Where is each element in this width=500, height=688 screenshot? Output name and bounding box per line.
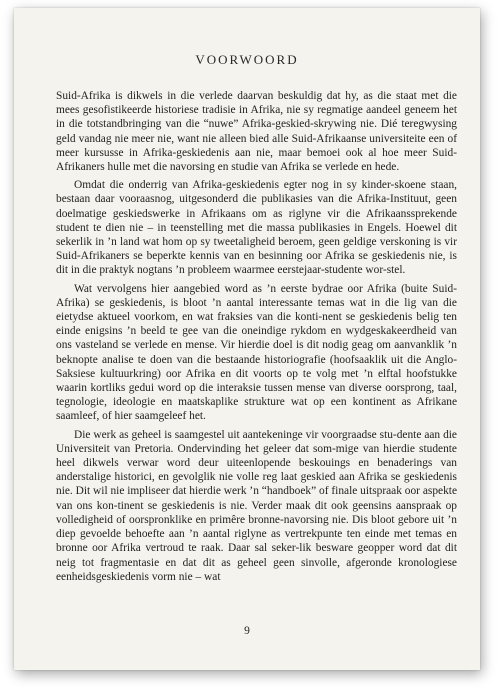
paragraph-1: Suid-Afrika is dikwels in die verlede daarvan beskuldig dat hy, as die staat met die mees gesofistikeerde historiese tradisie in Afrika, nie sy regmatige aandeel geneem het in die totstandbringing van die “nuwe” Afrika-geskied-skrywing nie. Dié teregwysing geld vandag nie meer nie, want nie alleen bied alle Suid-Afrikaanse universiteite een of meer kursusse in Afrika-geskiedenis aan nie, maar bemoei ook al hoe meer Suid-Afrikaners hulle met die navorsing en studie van Afrika se verlede en hede. [56, 90, 457, 174]
page-number: 9 [244, 625, 250, 637]
paragraph-2: Omdat die onderrig van Afrika-geskiedenis egter nog in sy kinder-skoene staan, bestaan daar vooraasnog, uitgesonderd die publikasies van die Afrika-Instituut, geen doelmatige geskiedswerke in Afrikaans om as riglyne vir die Afrikaanssprekende student te dien nie – in teenstelling met die massa publikasies in Engels. Hoewel dit sekerlik in ’n land wat hom op sy tweetaligheid beroem, geen geldige verskoning is vir Suid-Afrikaners se beperkte kennis van en besinning oor Afrika se geskiedenis nie, is dit in die praktyk nogtans ’n probleem waarmee eerstejaar-studente wor-stel. [56, 179, 457, 277]
paragraph-3: Wat vervolgens hier aangebied word as ’n eerste bydrae oor Afrika (buite Suid-Afrika) se geskiedenis, is bloot ’n aantal interessante temas wat in die lig van die eietydse aktueel voorkom, en wat fraksies van die konti-nent se geskiedenis belig ten einde enigsins ’n beeld te gee van die oneindige rykdom en wydgeskakeerdheid van ons vasteland se verlede en mense. Vir hierdie doel is dit nodig geag om aanvanklik ’n beknopte analise te doen van die bestaande historiografie (hoofsaaklik uit die Anglo-Saksiese kultuurkring) oor Afrika en dit voorts op te volg met ’n elftal hoofstukke waarin kortliks gedui word op die interaksie tussen mense van diverse oorsprong, taal, tegnologie, ideologie en maatskaplike strukture wat op een kontinent as Afrikane saamleef, of hier saamgeleef het. [56, 282, 457, 423]
body-text [56, 89, 457, 584]
paragraph-4: Die werk as geheel is saamgestel uit aantekeninge vir voorgraadse stu-dente aan die Universiteit van Pretoria. Ondervinding het geleer dat som-mige van hierdie studente heel dikwels verwar word deur uiteenlopende beskouings en benaderings van anderstalige historici, en gevolglik nie volle reg laat geskied aan Afrika se geskiedenis nie. Dit wil nie impliseer dat hierdie werk ’n “handboek” of finale uitspraak oor aspekte van ons kon-tinent se geskiedenis is nie. Verder maak dit ook geensins aanspraak op volledigheid of oorspronklike en primêre bronne-navorsing nie. Dis bloot gebore uit ’n diep gevoelde behoefte aan ’n aantal riglyne as vertrekpunte ten einde met temas en bronne oor Afrika vertroud te raak. Daar sal seker-lik besware geopper word dat dit neig tot fragmentasie en dat dit as geheel geen sinvolle, afgeronde kronologiese eenheidsgeskiedenis vorm nie – wat [56, 428, 457, 583]
book-page [14, 8, 480, 670]
page-heading: VOORWOORD [195, 52, 299, 67]
